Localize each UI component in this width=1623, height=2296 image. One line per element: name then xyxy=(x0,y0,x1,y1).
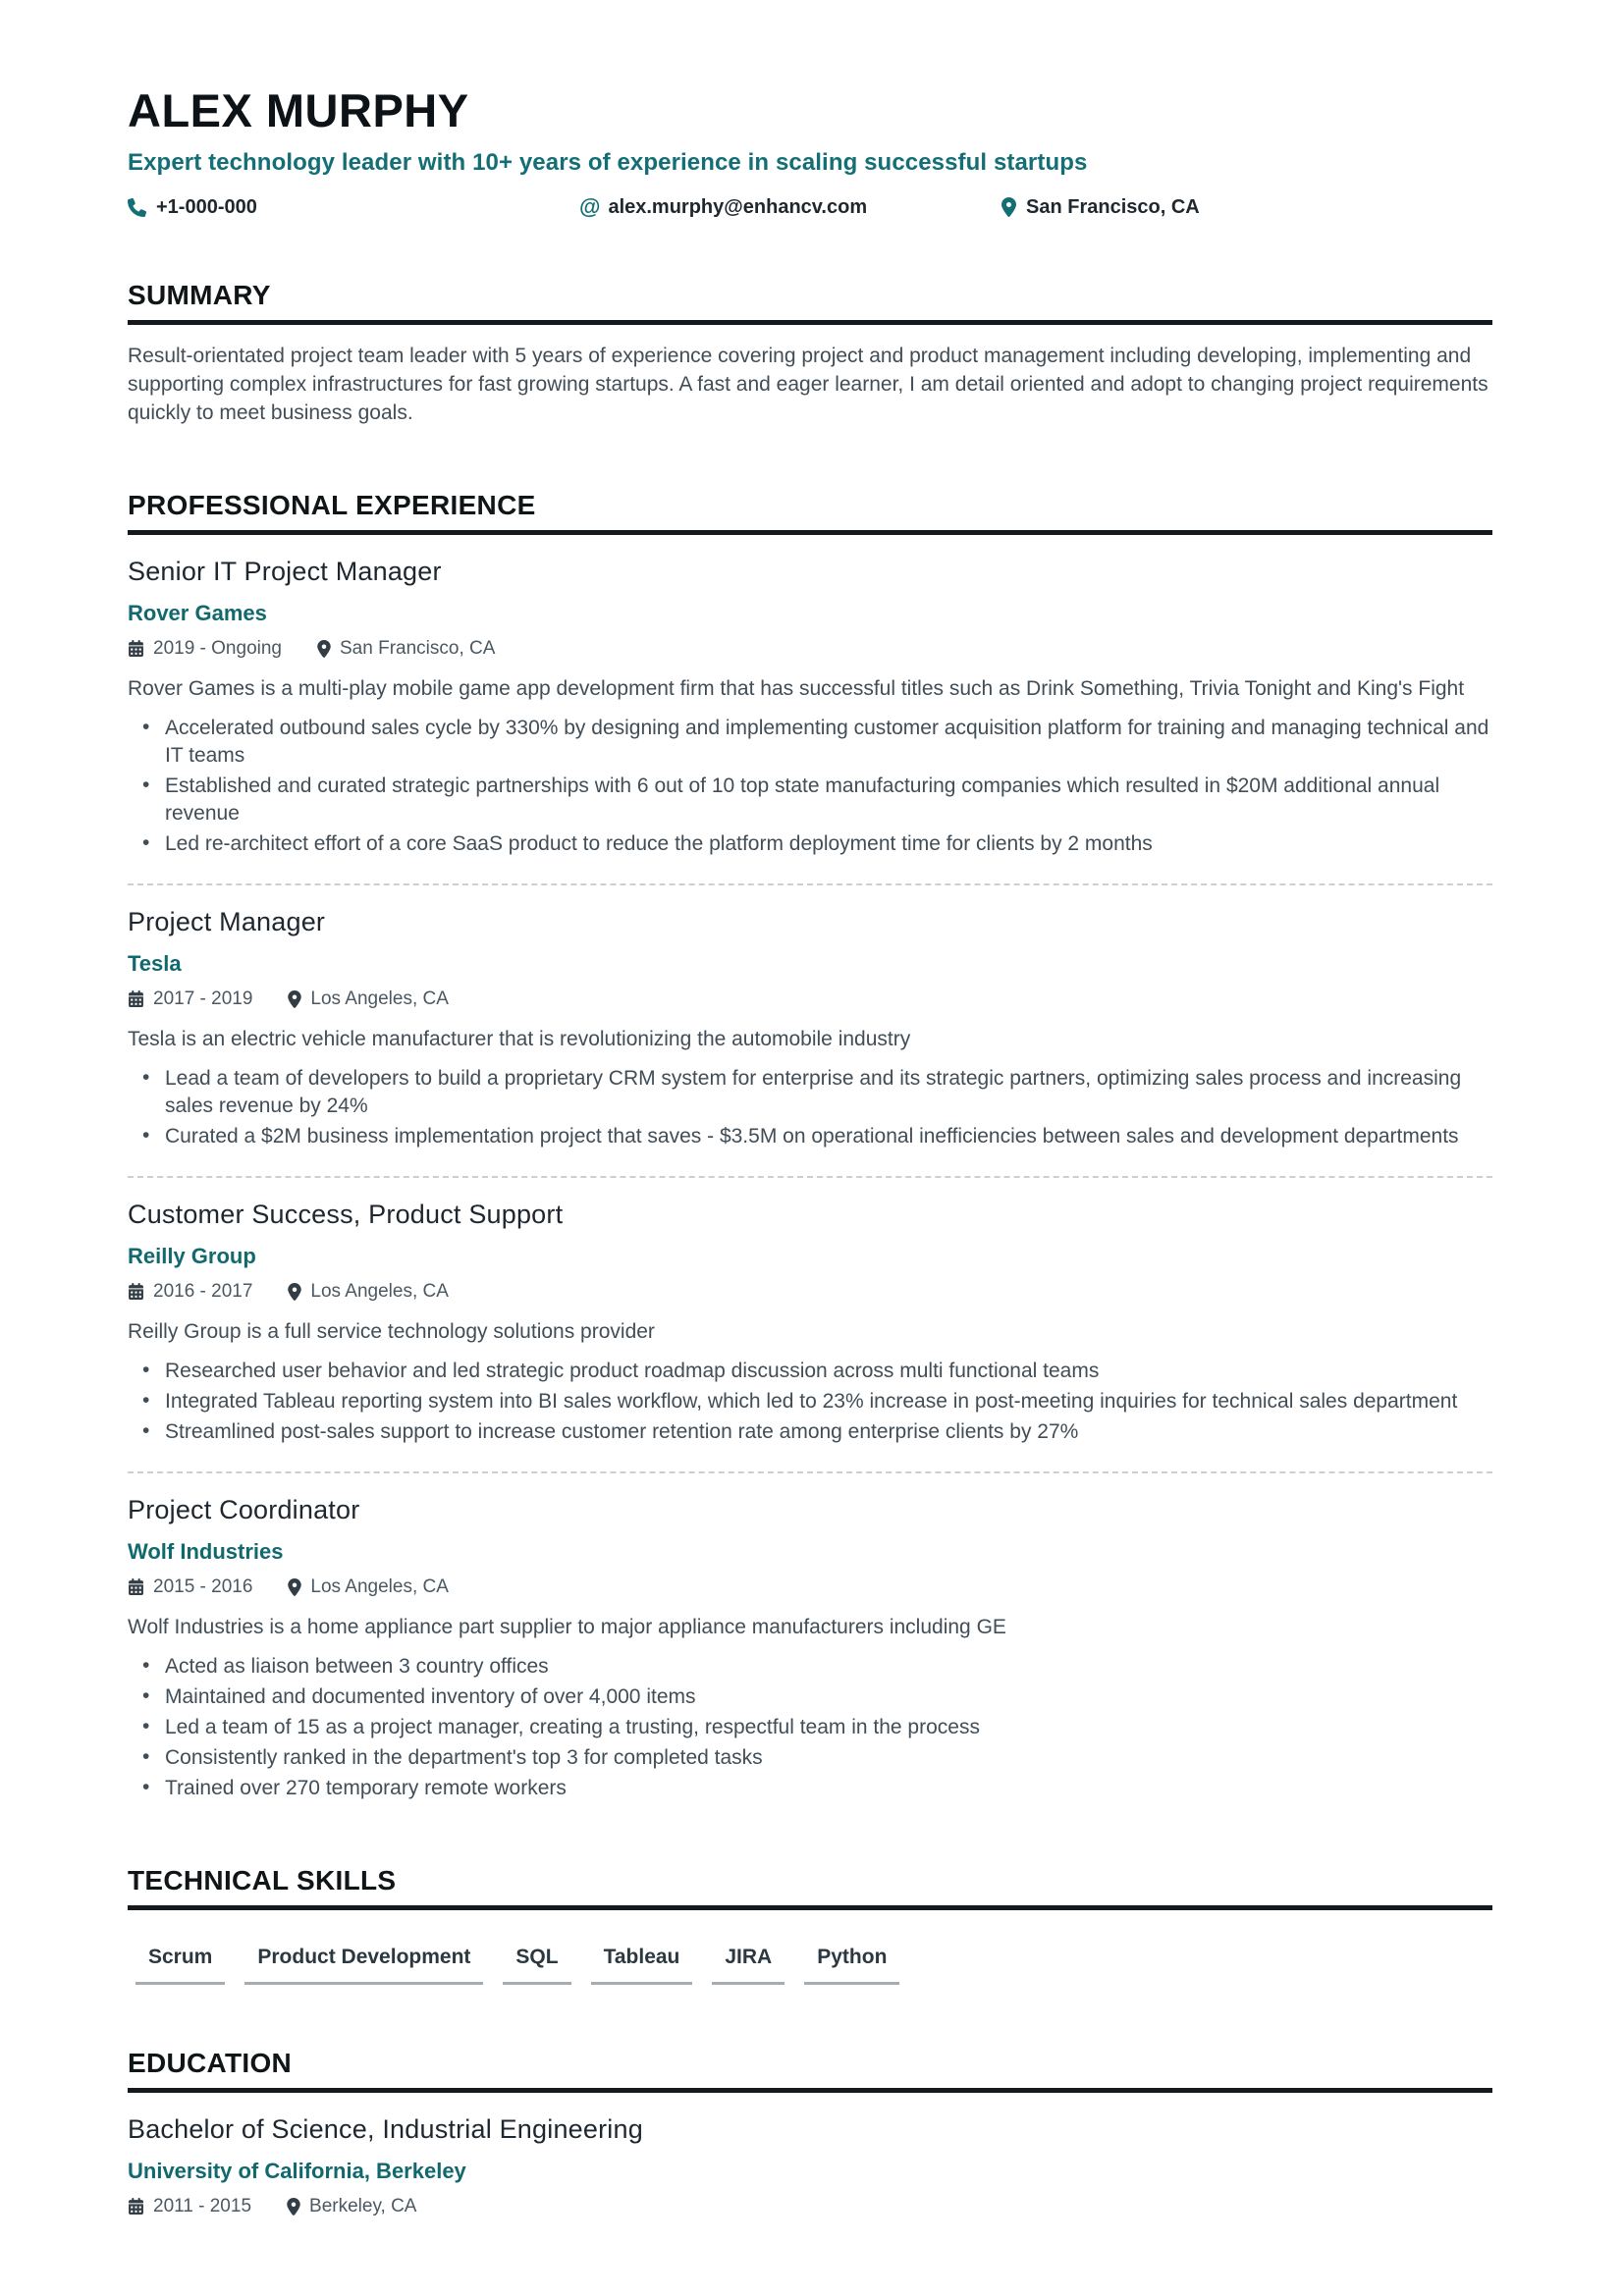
contact-row xyxy=(128,196,1492,219)
candidate-name: ALEX MURPHY xyxy=(128,84,469,136)
at-icon: @ xyxy=(579,194,601,220)
job-bullet: • Led re-architect effort of a core SaaS product to reduce the platform deployment time for clients by 2 months xyxy=(128,830,1492,858)
job-dates-value: 2019 - Ongoing xyxy=(153,637,282,659)
job-bullet: • Lead a team of developers to build a proprietary CRM system for enterprise and its strategic partners, optimizing sales process and increasing sales revenue by 24% xyxy=(128,1065,1492,1120)
job-dates xyxy=(128,988,252,1010)
education-dates-value: 2011 - 2015 xyxy=(153,2195,252,2216)
job-meta-row xyxy=(128,638,1492,660)
job-dates xyxy=(128,1281,252,1303)
job-entry xyxy=(128,1178,1492,1473)
experience-heading: PROFESSIONAL EXPERIENCE xyxy=(128,490,1492,535)
job-bullet: • Accelerated outbound sales cycle by 330% by designing and implementing customer acquisition platform for training and managing technical and IT teams xyxy=(128,715,1492,770)
job-description: Wolf Industries is a home appliance part supplier to major appliance manufacturers including GE xyxy=(128,1615,1006,1638)
pin-icon xyxy=(1001,197,1016,217)
education-meta-row xyxy=(128,2196,1492,2217)
contact-email-value: alex.murphy@enhancv.com xyxy=(608,195,868,218)
skills-section xyxy=(128,1865,1492,1985)
phone-icon xyxy=(128,198,146,217)
skill-item: Python xyxy=(804,1946,899,1985)
job-bullet: • Researched user behavior and led strategic product roadmap discussion across multi functional teams xyxy=(128,1358,1492,1385)
skill-item: SQL xyxy=(503,1946,570,1985)
job-bullet: • Integrated Tableau reporting system into BI sales workflow, which led to 23% increase in post-meeting inquiries for technical sales department xyxy=(128,1388,1492,1415)
skill-item: Tableau xyxy=(591,1946,693,1985)
education-section xyxy=(128,2048,1492,2217)
job-entry xyxy=(128,885,1492,1178)
education-school: University of California, Berkeley xyxy=(128,2158,466,2183)
job-entry xyxy=(128,1473,1492,1802)
job-dates xyxy=(128,638,282,660)
job-bullets xyxy=(128,1358,1492,1446)
job-bullet: • Maintained and documented inventory of over 4,000 items xyxy=(128,1683,1492,1711)
contact-phone-value: +1-000-000 xyxy=(156,195,257,218)
calendar-icon xyxy=(128,1283,144,1300)
education-degree: Bachelor of Science, Industrial Engineering xyxy=(128,2113,643,2144)
job-location-value: Los Angeles, CA xyxy=(310,988,449,1009)
job-location xyxy=(317,638,495,660)
pin-icon xyxy=(288,1578,301,1596)
job-bullet: • Trained over 270 temporary remote workers xyxy=(128,1775,1492,1802)
pin-icon xyxy=(317,640,331,658)
job-location-value: Los Angeles, CA xyxy=(310,1575,449,1597)
candidate-tagline: Expert technology leader with 10+ years of experience in scaling successful startups xyxy=(128,148,1088,176)
job-company: Rover Games xyxy=(128,600,267,625)
job-bullets xyxy=(128,1065,1492,1150)
summary-heading: SUMMARY xyxy=(128,280,1492,325)
experience-section xyxy=(128,490,1492,1802)
skill-item: JIRA xyxy=(712,1946,784,1985)
education-location xyxy=(287,2196,416,2217)
job-location xyxy=(288,1281,448,1303)
job-bullets xyxy=(128,1653,1492,1802)
job-description: Rover Games is a multi-play mobile game app development firm that has successful titles such as Drink Something, Trivia Tonight and King's Fight xyxy=(128,676,1465,700)
summary-text: Result-orientated project team leader with 5 years of experience covering project and product management including developing, implementing and supporting complex infrastructures for fast growing startups. A fast and eager learner, I am detail oriented and adopt to changing project requirements quickly to meet business goals. xyxy=(128,344,1488,424)
contact-phone xyxy=(128,196,579,219)
calendar-icon xyxy=(128,990,144,1007)
job-location-value: San Francisco, CA xyxy=(340,637,496,659)
job-dates xyxy=(128,1576,252,1598)
contact-location xyxy=(1001,196,1200,219)
skill-item: Scrum xyxy=(135,1946,225,1985)
job-title: Project Manager xyxy=(128,906,326,936)
education-location-value: Berkeley, CA xyxy=(309,2195,417,2216)
job-meta-row xyxy=(128,988,1492,1010)
job-company: Wolf Industries xyxy=(128,1538,284,1564)
skill-item: Product Development xyxy=(244,1946,483,1985)
summary-section xyxy=(128,280,1492,427)
calendar-icon xyxy=(128,640,144,657)
job-location xyxy=(288,1576,448,1598)
job-meta-row xyxy=(128,1576,1492,1598)
job-bullets xyxy=(128,715,1492,858)
job-description: Reilly Group is a full service technology solutions provider xyxy=(128,1319,655,1343)
job-bullet: • Led a team of 15 as a project manager, creating a trusting, respectful team in the process xyxy=(128,1714,1492,1741)
job-bullet: • Curated a $2M business implementation project that saves - $3.5M on operational inefficiencies between sales and development departments xyxy=(128,1123,1492,1150)
calendar-icon xyxy=(128,1578,144,1595)
job-meta-row xyxy=(128,1281,1492,1303)
education-dates xyxy=(128,2196,251,2217)
job-title: Project Coordinator xyxy=(128,1494,360,1524)
job-location xyxy=(288,988,448,1010)
contact-email xyxy=(579,196,1001,219)
pin-icon xyxy=(288,990,301,1008)
job-entry xyxy=(128,535,1492,885)
job-title: Customer Success, Product Support xyxy=(128,1199,564,1229)
job-bullet: • Acted as liaison between 3 country offices xyxy=(128,1653,1492,1681)
job-dates-value: 2016 - 2017 xyxy=(153,1280,253,1302)
job-description: Tesla is an electric vehicle manufacturer that is revolutionizing the automobile industry xyxy=(128,1027,911,1050)
job-location-value: Los Angeles, CA xyxy=(310,1280,449,1302)
pin-icon xyxy=(288,1283,301,1301)
skills-heading: TECHNICAL SKILLS xyxy=(128,1865,1492,1910)
skills-row xyxy=(128,1946,1492,1985)
job-company: Reilly Group xyxy=(128,1243,256,1268)
job-company: Tesla xyxy=(128,950,182,976)
pin-icon xyxy=(287,2198,300,2216)
resume-header xyxy=(128,86,1492,219)
job-bullet: • Streamlined post-sales support to increase customer retention rate among enterprise clients by 27% xyxy=(128,1418,1492,1446)
job-bullet: • Consistently ranked in the department's top 3 for completed tasks xyxy=(128,1744,1492,1772)
job-bullet: • Established and curated strategic partnerships with 6 out of 10 top state manufacturing companies which resulted in $20M additional annual revenue xyxy=(128,773,1492,828)
education-entry xyxy=(128,2093,1492,2217)
calendar-icon xyxy=(128,2198,144,2215)
job-title: Senior IT Project Manager xyxy=(128,556,442,586)
education-heading: EDUCATION xyxy=(128,2048,1492,2093)
job-dates-value: 2017 - 2019 xyxy=(153,988,253,1009)
job-dates-value: 2015 - 2016 xyxy=(153,1575,253,1597)
contact-location-value: San Francisco, CA xyxy=(1026,195,1200,218)
